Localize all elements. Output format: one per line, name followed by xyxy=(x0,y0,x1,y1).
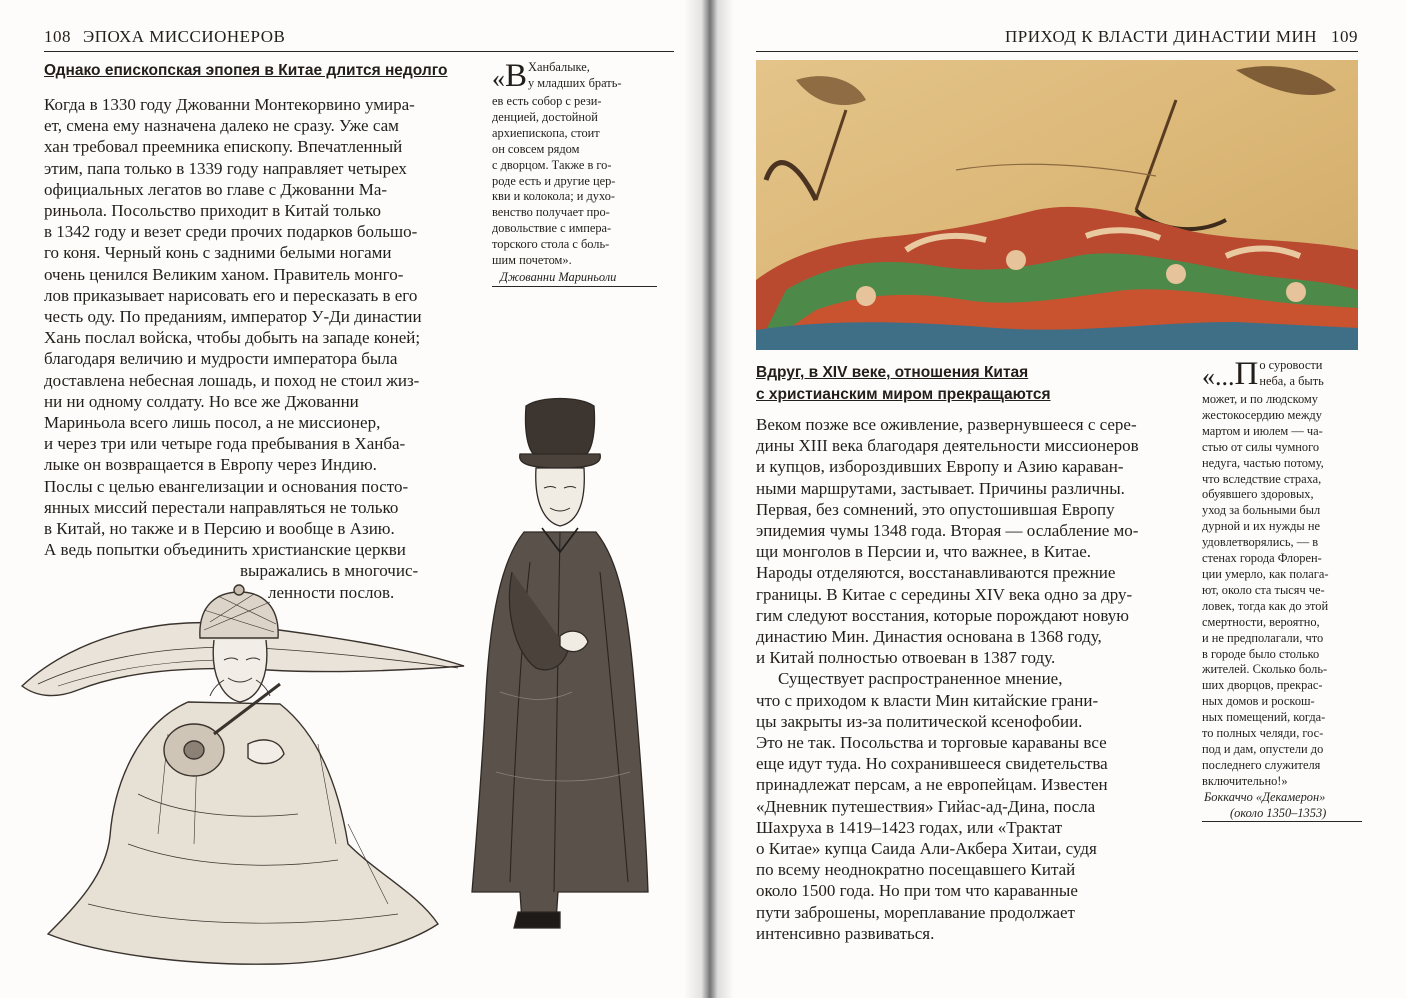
body-line: и купцов, избороздивших Европу и Азию караван- xyxy=(756,457,1124,477)
quote-line: у младших брать- xyxy=(528,75,622,90)
quote-line: жителей. Сколько боль- xyxy=(1202,662,1328,677)
quote-line: кви и колокола; и духо- xyxy=(492,189,616,204)
body-line: благодаря величию и мудрости императора была xyxy=(44,349,398,369)
quote-line: с дворцом. Также в го- xyxy=(492,157,612,172)
left-header-rule xyxy=(44,51,674,52)
body-line: эпидемия чумы 1348 года. Вторая — ослабление мо- xyxy=(756,521,1139,541)
quote-open-mark: « xyxy=(492,64,505,93)
right-section-title: ПРИХОД К ВЛАСТИ ДИНАСТИИ МИН xyxy=(1005,27,1317,46)
body-line: и Китай полностью отвоеван в 1387 году. xyxy=(756,648,1056,668)
right-running-head xyxy=(1005,27,1358,47)
left-running-head xyxy=(44,27,285,47)
body-line: цы закрыты из-за политической ксенофобии. xyxy=(756,711,1083,731)
body-line: ни ни одному солдату. Но все же Джованни xyxy=(44,391,359,411)
quote-line: то полных челяди, гос- xyxy=(1202,726,1324,741)
quote-line: жестокосердию между xyxy=(1202,407,1322,422)
body-line: ет, смена ему назначена далеко не сразу. Уже сам xyxy=(44,116,399,136)
body-line: Шахруха в 1419–1423 годах, или «Трактат xyxy=(756,817,1063,837)
body-line: ленности послов. xyxy=(268,582,395,602)
body-line: Народы отделяются, восстанавливаются прежние xyxy=(756,563,1116,583)
body-line: о Китае» купца Саида Али-Акбера Хитаи, судя xyxy=(756,839,1097,859)
right-header-rule xyxy=(756,51,1358,52)
body-line: по всему неоднократно посещавшего Китай xyxy=(756,860,1076,880)
quote-line: ции умерло, как полага- xyxy=(1202,566,1329,581)
body-line: в 1342 году и везет среди прочих подарков большо- xyxy=(44,222,418,242)
book-gutter-shadow xyxy=(684,0,734,998)
quote-line: обуявшего здоровых, xyxy=(1202,487,1314,502)
plague-miniature-painting xyxy=(756,60,1358,350)
body-line: Это не так. Посольства и торговые караваны все xyxy=(756,733,1107,753)
quote-line: ных помещений, когда- xyxy=(1202,710,1326,725)
body-line: выражались в многочис- xyxy=(240,561,419,581)
quote-line: ных домов и роскош- xyxy=(1202,694,1315,709)
left-section-heading: Однако епископская эпопея в Китае длится недолго xyxy=(44,62,448,79)
body-line: пути заброшены, мореплавание продолжает xyxy=(756,902,1075,922)
quote-line: в городе было столько xyxy=(1202,646,1320,661)
body-line: этим, папа только в 1339 году направляет четырех xyxy=(44,158,407,178)
quote-line: дурной и их нужды не xyxy=(1202,519,1320,534)
heading-line: Вдруг, в XIV веке, отношения Китая xyxy=(756,364,1029,381)
body-line: в Китай, но также и в Персию и вообще в Азию. xyxy=(44,519,395,539)
body-line: Когда в 1330 году Джованни Монтекорвино умира- xyxy=(44,95,415,114)
body-line: что с приходом к власти Мин китайские грани- xyxy=(756,690,1099,710)
quote-line: роде есть и другие цер- xyxy=(492,173,616,188)
body-line: доставлена небесная лошадь, и поход не стоил жиз- xyxy=(44,370,420,390)
quote-line: довольствие с импера- xyxy=(492,221,612,236)
quote-dropcap: П xyxy=(1234,356,1259,392)
left-page-number: 108 xyxy=(44,27,71,46)
quote-line: ших дворцов, прекрас- xyxy=(1202,678,1323,693)
body-line: го коня. Черный конь с задними белыми ногами xyxy=(44,243,392,263)
left-sidebar-quote xyxy=(492,60,657,287)
body-line: и через три или четыре года пребывания в Ханба- xyxy=(44,434,406,454)
body-line: хан требовал преемника епископу. Впечатленный xyxy=(44,137,403,157)
quote-line: включительно!» xyxy=(1202,773,1288,788)
body-line: гим следуют восстания, которые порождают новую xyxy=(756,605,1129,625)
quote-line: архиепископа, стоит xyxy=(492,125,600,140)
body-line: Хань послал войска, чтобы добыть на западе коней; xyxy=(44,328,421,348)
body-line: щи монголов в Персии и, что важнее, в Китае. xyxy=(756,542,1092,562)
quote-line: стенах города Флорен- xyxy=(1202,551,1322,566)
right-page xyxy=(718,0,1406,998)
body-line: династию Мин. Династия основана в 1368 году, xyxy=(756,627,1102,647)
body-line: «Дневник путешествия» Гийас-ад-Дина, посла xyxy=(756,796,1096,816)
quote-line: венство получает про- xyxy=(492,205,610,220)
left-section-title: ЭПОХА МИССИОНЕРОВ xyxy=(83,27,286,46)
quote-line: удовлетворялись, — в xyxy=(1202,535,1319,550)
quote-line: последнего служителя xyxy=(1202,757,1321,772)
quote-line: может, и по людскому xyxy=(1202,392,1318,406)
body-line: янных миссий перестали направляться не только xyxy=(44,497,399,517)
body-line: около 1500 года. Но при том что караванные xyxy=(756,881,1078,901)
heading-line: с христианским миром прекращаются xyxy=(756,386,1051,403)
quote-open-mark: «... xyxy=(1202,362,1235,391)
quote-line: торского стола с боль- xyxy=(492,237,610,252)
quote-line: ловек, тогда как до этой xyxy=(1202,598,1329,613)
quote-line: под и дам, опустели до xyxy=(1202,741,1324,756)
quote-author: Джованни Мариньоли xyxy=(492,270,657,287)
body-line: дины XIII века благодаря деятельности миссионеров xyxy=(756,436,1139,456)
quote-line: неба, а быть xyxy=(1259,373,1324,388)
body-line: принадлежат персам, а не европейцам. Известен xyxy=(756,775,1108,795)
quote-line: мартом и июлем — ча- xyxy=(1202,423,1323,438)
quote-line: что вследствие страха, xyxy=(1202,471,1322,486)
quote-line: он совсем рядом xyxy=(492,141,580,156)
body-line: А ведь попытки объединить христианские церкви xyxy=(44,540,406,560)
body-line: границы. В Китае с середины XIV века одно за дру- xyxy=(756,584,1133,604)
body-line: интенсивно развиваться. xyxy=(756,923,935,943)
body-line: Веком позже все оживление, развернувшееся с сере- xyxy=(756,415,1137,434)
quote-date: (около 1350–1353) xyxy=(1202,806,1362,823)
right-body-text xyxy=(756,414,1196,944)
quote-line: о суровости xyxy=(1259,358,1323,372)
quote-line: и не предполагали, что xyxy=(1202,630,1324,645)
body-line: Мариньола всего лишь посол, а не миссионер, xyxy=(44,413,381,433)
body-line: честь оду. По преданиям, император У-Ди династии xyxy=(44,307,422,327)
body-line: официальных легатов во главе с Джованни Ма- xyxy=(44,179,388,199)
body-line: лыке он возвращается в Европу через Индию. xyxy=(44,455,377,475)
standing-chinese-man-engraving xyxy=(460,392,660,932)
quote-line: денцией, достойной xyxy=(492,109,598,124)
quote-line: стью от силы чумного xyxy=(1202,439,1320,454)
quote-line: ев есть собор с рези- xyxy=(492,94,602,108)
body-line: Первая, без сомнений, это опустошившая Европу xyxy=(756,499,1115,519)
quote-line: Ханбалыке, xyxy=(528,60,590,74)
quote-line: шим почетом». xyxy=(492,253,572,268)
quote-author: Боккаччо «Декамерон» xyxy=(1204,789,1326,804)
sitting-mongol-engraving xyxy=(18,574,468,994)
right-section-heading xyxy=(756,362,1176,406)
quote-line: смертности, вероятно, xyxy=(1202,614,1320,629)
quote-line: уход за больными был xyxy=(1202,503,1321,518)
quote-line: недуга, частью потому, xyxy=(1202,455,1324,470)
body-line: лов приказывает нарисовать его и пересказать в его xyxy=(44,285,418,305)
body-line: очень ценился Великим ханом. Правитель монго- xyxy=(44,264,404,284)
body-line: риньола. Посольство приходит в Китай только xyxy=(44,201,381,221)
right-sidebar-quote xyxy=(1202,358,1362,822)
body-line: Существует распространенное мнение, xyxy=(778,669,1063,689)
body-line: еще идут туда. Но сохранившееся свидетельства xyxy=(756,754,1108,774)
left-body-text xyxy=(44,94,484,603)
body-line: ными маршрутами, застывает. Причины различны. xyxy=(756,478,1125,498)
body-line: Послы с целью евангелизации и основания посто- xyxy=(44,476,409,496)
quote-line: ют, около ста тысяч че- xyxy=(1202,582,1325,597)
right-page-number: 109 xyxy=(1331,27,1358,46)
quote-dropcap: В xyxy=(505,58,528,94)
